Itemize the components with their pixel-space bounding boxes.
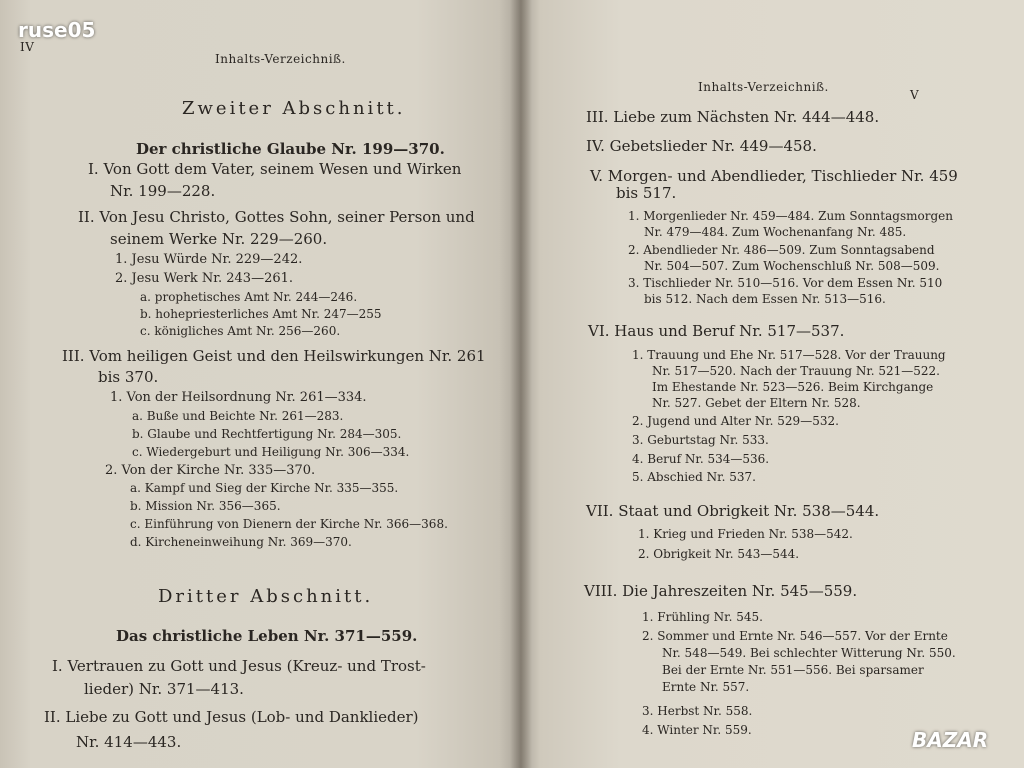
toc-entry: Nr. 479—484. Zum Wochenanfang Nr. 485. bbox=[644, 225, 907, 239]
toc-entry: 1. Frühling Nr. 545. bbox=[642, 610, 763, 624]
toc-entry: a. Kampf und Sieg der Kirche Nr. 335—355. bbox=[130, 481, 399, 495]
toc-entry: Nr. 527. Gebet der Eltern Nr. 528. bbox=[652, 396, 861, 410]
toc-entry: a. Buße und Beichte Nr. 261—283. bbox=[132, 409, 344, 423]
toc-entry: 3. Geburtstag Nr. 533. bbox=[632, 433, 769, 447]
toc-entry: 3. Tischlieder Nr. 510—516. Vor dem Essen Nr. 510 bbox=[628, 276, 943, 290]
toc-entry: 4. Winter Nr. 559. bbox=[642, 723, 752, 737]
toc-entry: 1. Von der Heilsordnung Nr. 261—334. bbox=[110, 390, 367, 405]
toc-entry: II. Liebe zu Gott und Jesus (Lob- und Danklieder) bbox=[44, 708, 419, 726]
page-header: Inhalts-Verzeichniß. bbox=[215, 52, 346, 66]
toc-entry: c. Einführung von Dienern der Kirche Nr. 366—368. bbox=[130, 517, 448, 531]
section-subtitle: Der christliche Glaube Nr. 199—370. bbox=[136, 140, 445, 158]
toc-entry: 2. Jugend und Alter Nr. 529—532. bbox=[632, 414, 839, 428]
toc-entry: I. Von Gott dem Vater, seinem Wesen und Wirken bbox=[88, 160, 462, 178]
toc-entry: Bei der Ernte Nr. 551—556. Bei sparsamer bbox=[662, 663, 924, 677]
section-subtitle: Das christliche Leben Nr. 371—559. bbox=[116, 627, 418, 645]
toc-entry: 4. Beruf Nr. 534—536. bbox=[632, 452, 770, 466]
toc-entry: lieder) Nr. 371—413. bbox=[84, 680, 244, 698]
page-number: IV bbox=[20, 40, 35, 54]
toc-entry: VII. Staat und Obrigkeit Nr. 538—544. bbox=[586, 502, 880, 520]
toc-entry: 2. Obrigkeit Nr. 543—544. bbox=[638, 547, 800, 561]
toc-entry: III. Liebe zum Nächsten Nr. 444—448. bbox=[586, 108, 880, 126]
toc-entry: VI. Haus und Beruf Nr. 517—537. bbox=[588, 322, 845, 340]
toc-entry: b. hohepriesterliches Amt Nr. 247—255 bbox=[140, 307, 382, 321]
toc-entry: b. Mission Nr. 356—365. bbox=[130, 499, 281, 513]
toc-entry: IV. Gebetslieder Nr. 449—458. bbox=[586, 137, 817, 155]
toc-entry: Nr. 414—443. bbox=[76, 733, 182, 751]
watermark-logo: BAZAR bbox=[912, 728, 989, 752]
toc-entry: Nr. 199—228. bbox=[110, 182, 216, 200]
toc-entry: bis 370. bbox=[98, 368, 159, 386]
toc-entry: bis 517. bbox=[616, 184, 677, 202]
right-page bbox=[520, 0, 1024, 768]
toc-entry: Nr. 548—549. Bei schlechter Witterung Nr. 550. bbox=[662, 646, 956, 660]
toc-entry: III. Vom heiligen Geist und den Heilswirkungen Nr. 261 bbox=[62, 347, 486, 365]
toc-entry: Nr. 517—520. Nach der Trauung Nr. 521—522. bbox=[652, 364, 940, 378]
toc-entry: 3. Herbst Nr. 558. bbox=[642, 704, 753, 718]
toc-entry: d. Kircheneinweihung Nr. 369—370. bbox=[130, 535, 352, 549]
page-header: Inhalts-Verzeichniß. bbox=[698, 80, 829, 94]
toc-entry: Ernte Nr. 557. bbox=[662, 680, 750, 694]
book-gutter bbox=[510, 0, 532, 768]
toc-entry: a. prophetisches Amt Nr. 244—246. bbox=[140, 290, 358, 304]
toc-entry: 1. Morgenlieder Nr. 459—484. Zum Sonntagsmorgen bbox=[628, 209, 953, 223]
toc-entry: 2. Von der Kirche Nr. 335—370. bbox=[105, 463, 316, 478]
toc-entry: bis 512. Nach dem Essen Nr. 513—516. bbox=[644, 292, 886, 306]
toc-entry: 2. Sommer und Ernte Nr. 546—557. Vor der Ernte bbox=[642, 629, 948, 643]
section-title: Zweiter Abschnitt. bbox=[182, 98, 406, 119]
toc-entry: 2. Jesu Werk Nr. 243—261. bbox=[115, 271, 294, 286]
toc-entry: 5. Abschied Nr. 537. bbox=[632, 470, 756, 484]
toc-entry: c. königliches Amt Nr. 256—260. bbox=[140, 324, 341, 338]
toc-entry: 2. Abendlieder Nr. 486—509. Zum Sonntagsabend bbox=[628, 243, 935, 257]
toc-entry: Im Ehestande Nr. 523—526. Beim Kirchgange bbox=[652, 380, 934, 394]
watermark-logo: ruse05 bbox=[18, 18, 96, 42]
section-title: Dritter Abschnitt. bbox=[158, 586, 374, 607]
toc-entry: c. Wiedergeburt und Heiligung Nr. 306—334. bbox=[132, 445, 410, 459]
toc-entry: 1. Jesu Würde Nr. 229—242. bbox=[115, 252, 303, 267]
toc-entry: VIII. Die Jahreszeiten Nr. 545—559. bbox=[584, 582, 858, 600]
toc-entry: seinem Werke Nr. 229—260. bbox=[110, 230, 328, 248]
toc-entry: 1. Krieg und Frieden Nr. 538—542. bbox=[638, 527, 853, 541]
toc-entry: Nr. 504—507. Zum Wochenschluß Nr. 508—509. bbox=[644, 259, 940, 273]
toc-entry: I. Vertrauen zu Gott und Jesus (Kreuz- und Trost- bbox=[52, 657, 426, 675]
toc-entry: II. Von Jesu Christo, Gottes Sohn, seiner Person und bbox=[78, 208, 475, 226]
toc-entry: 1. Trauung und Ehe Nr. 517—528. Vor der Trauung bbox=[632, 348, 946, 362]
toc-entry: b. Glaube und Rechtfertigung Nr. 284—305. bbox=[132, 427, 402, 441]
page-number: V bbox=[910, 88, 920, 102]
toc-entry: V. Morgen- und Abendlieder, Tischlieder Nr. 459 bbox=[590, 167, 958, 185]
